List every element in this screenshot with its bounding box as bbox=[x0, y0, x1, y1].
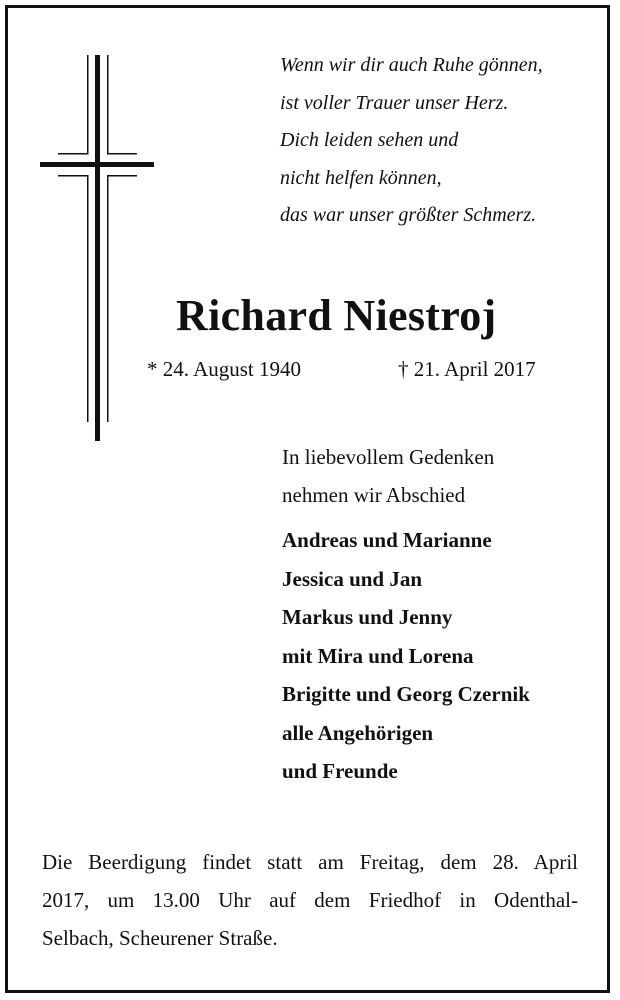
deceased-name: Richard Niestroj bbox=[176, 291, 497, 340]
mourner-item: Andreas und Marianne bbox=[282, 528, 492, 552]
mourners-list bbox=[282, 521, 530, 791]
intro-line: nehmen wir Abschied bbox=[282, 483, 466, 507]
mourner-item: Brigitte und Georg Czernik bbox=[282, 682, 530, 706]
birth-date: * 24. August 1940 bbox=[147, 357, 302, 381]
funeral-line: Die Beerdigung findet statt am Freitag, dem 28. April bbox=[42, 850, 578, 874]
mourner-item: Jessica und Jan bbox=[282, 566, 423, 591]
farewell-intro bbox=[282, 438, 494, 514]
mourner-item: mit Mira und Lorena bbox=[282, 643, 474, 668]
poem-line: Dich leiden sehen und bbox=[280, 129, 459, 151]
poem-block bbox=[280, 47, 600, 235]
latin-cross-icon bbox=[40, 55, 154, 441]
mourner-item: alle Angehörigen bbox=[282, 720, 434, 745]
mourner-item: und Freunde bbox=[282, 759, 398, 783]
poem-line: das war unser größter Schmerz. bbox=[280, 204, 537, 226]
poem-line: ist voller Trauer unser Herz. bbox=[280, 91, 509, 114]
mourner-item: Markus und Jenny bbox=[282, 605, 453, 629]
poem-line: Wenn wir dir auch Ruhe gönnen, bbox=[280, 54, 543, 76]
intro-line: In liebevollem Gedenken bbox=[282, 445, 495, 469]
death-date: † 21. April 2017 bbox=[398, 357, 536, 381]
poem-line: nicht helfen können, bbox=[280, 166, 442, 189]
funeral-line: Selbach, Scheurener Straße. bbox=[42, 926, 278, 950]
funeral-line: 2017, um 13.00 Uhr auf dem Friedhof in Odenthal- bbox=[42, 888, 578, 912]
funeral-details bbox=[42, 843, 578, 957]
